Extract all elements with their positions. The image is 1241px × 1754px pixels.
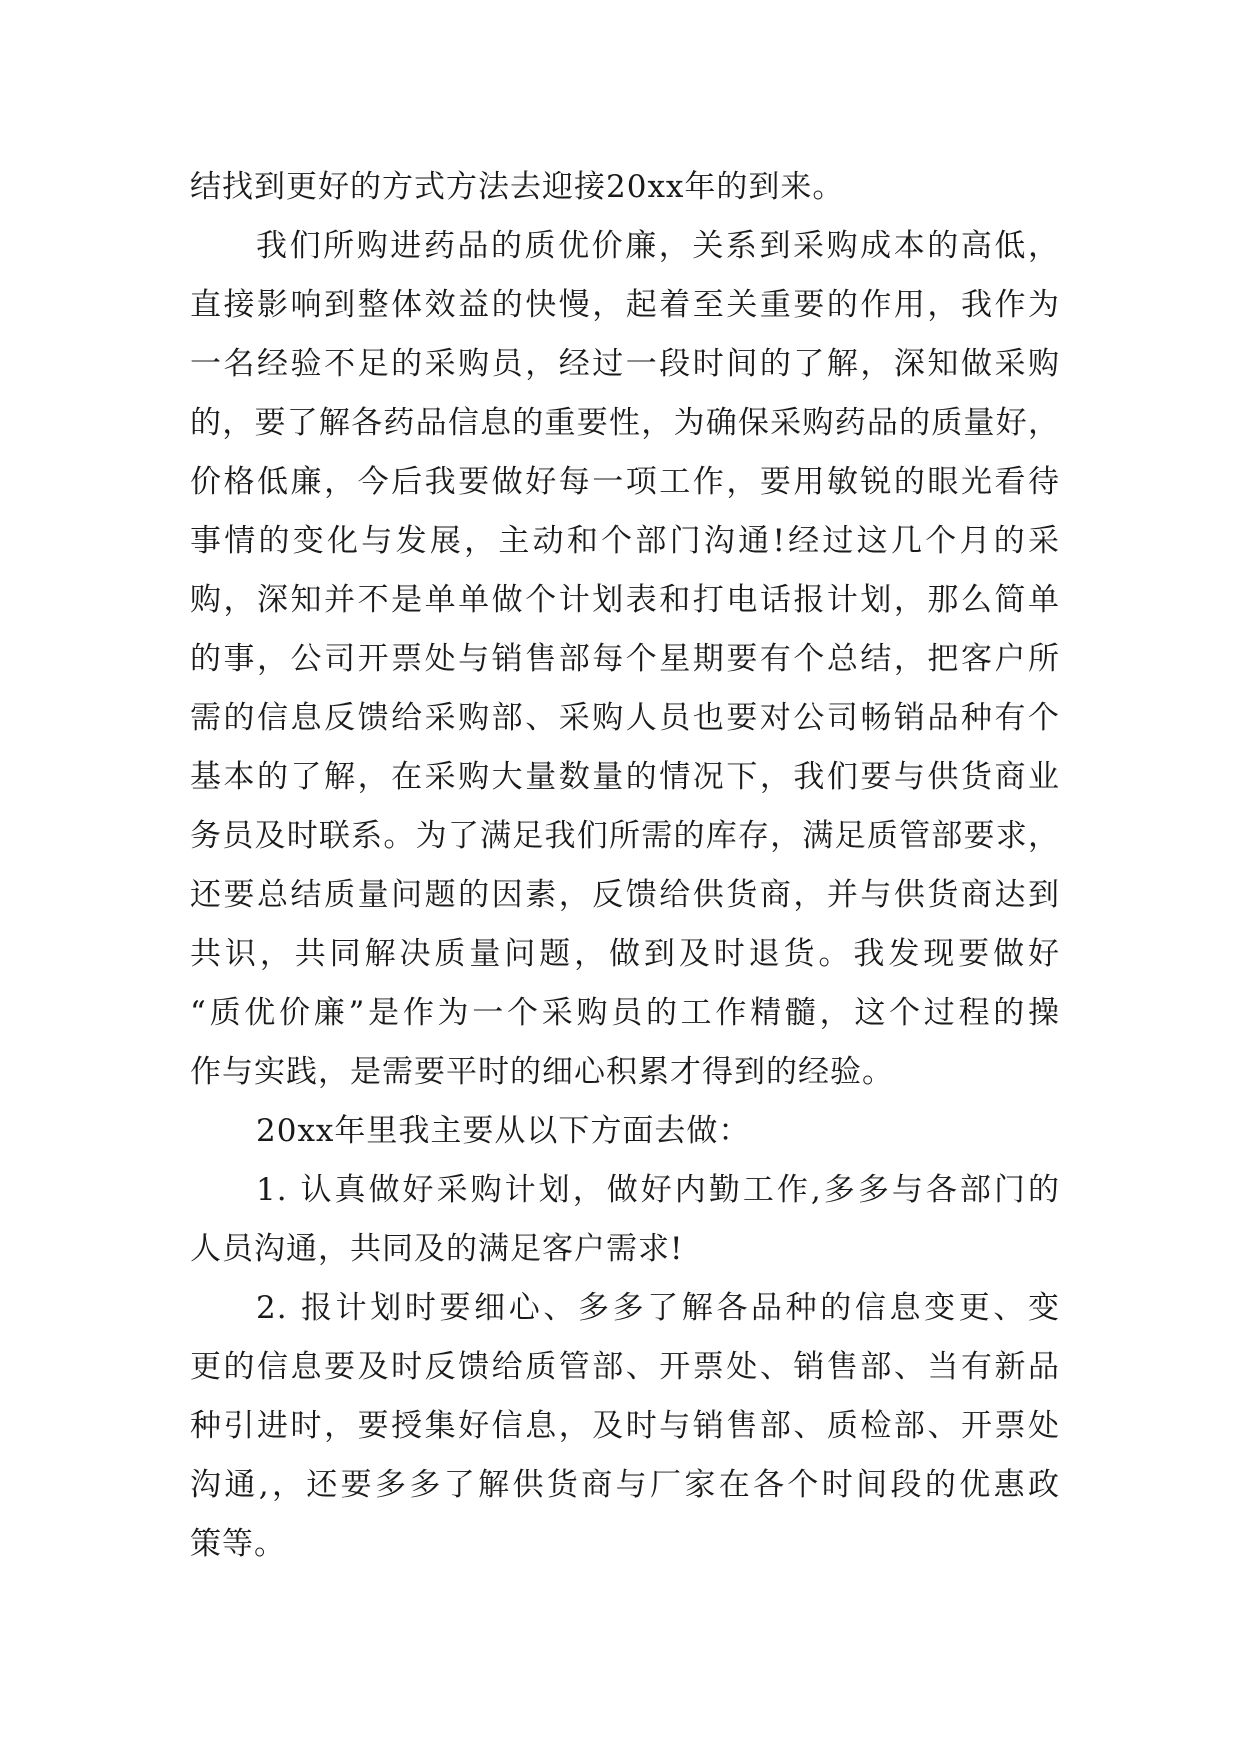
text-line: 策等。 <box>190 1526 286 1562</box>
body-text <box>190 158 1060 1574</box>
text-line: 2. 报计划时要细心、多多了解各品种的信息变更、变 <box>256 1290 1060 1326</box>
text-line: 务员及时联系。为了满足我们所需的库存，满足质管部要求， <box>190 818 1060 854</box>
text-line: 事情的变化与发展，主动和个部门沟通!经过这几个月的采 <box>190 523 1060 559</box>
text-line: 还要总结质量问题的因素，反馈给供货商，并与供货商达到 <box>190 877 1060 913</box>
text-line: 沟通,，还要多多了解供货商与厂家在各个时间段的优惠政 <box>190 1467 1060 1503</box>
text-line: 种引进时，要授集好信息，及时与销售部、质检部、开票处 <box>190 1408 1060 1444</box>
text-line: 结找到更好的方式方法去迎接20xx年的到来。 <box>190 169 845 205</box>
text-line: 的，要了解各药品信息的重要性，为确保采购药品的质量好， <box>190 405 1060 441</box>
text-line: 基本的了解，在采购大量数量的情况下，我们要与供货商业 <box>190 759 1060 795</box>
text-line: 20xx年里我主要从以下方面去做： <box>256 1113 751 1149</box>
text-line: 直接影响到整体效益的快慢，起着至关重要的作用，我作为 <box>190 287 1060 323</box>
text-line: 人员沟通，共同及的满足客户需求! <box>190 1231 684 1267</box>
text-line: 的事，公司开票处与销售部每个星期要有个总结，把客户所 <box>190 641 1060 677</box>
text-line: 更的信息要及时反馈给质管部、开票处、销售部、当有新品 <box>190 1349 1060 1385</box>
text-line: 需的信息反馈给采购部、采购人员也要对公司畅销品种有个 <box>190 700 1060 736</box>
text-line: 我们所购进药品的质优价廉，关系到采购成本的高低， <box>256 228 1060 264</box>
text-line: 价格低廉，今后我要做好每一项工作，要用敏锐的眼光看待 <box>190 464 1060 500</box>
text-line: 作与实践，是需要平时的细心积累才得到的经验。 <box>190 1054 894 1090</box>
text-line: “质优价廉”是作为一个采购员的工作精髓，这个过程的操 <box>190 995 1060 1031</box>
text-line: 一名经验不足的采购员，经过一段时间的了解，深知做采购 <box>190 346 1060 382</box>
text-line: 购，深知并不是单单做个计划表和打电话报计划，那么简单 <box>190 582 1060 618</box>
text-line: 共识，共同解决质量问题，做到及时退货。我发现要做好 <box>190 936 1060 972</box>
text-line: 1. 认真做好采购计划，做好内勤工作,多多与各部门的 <box>256 1172 1060 1208</box>
